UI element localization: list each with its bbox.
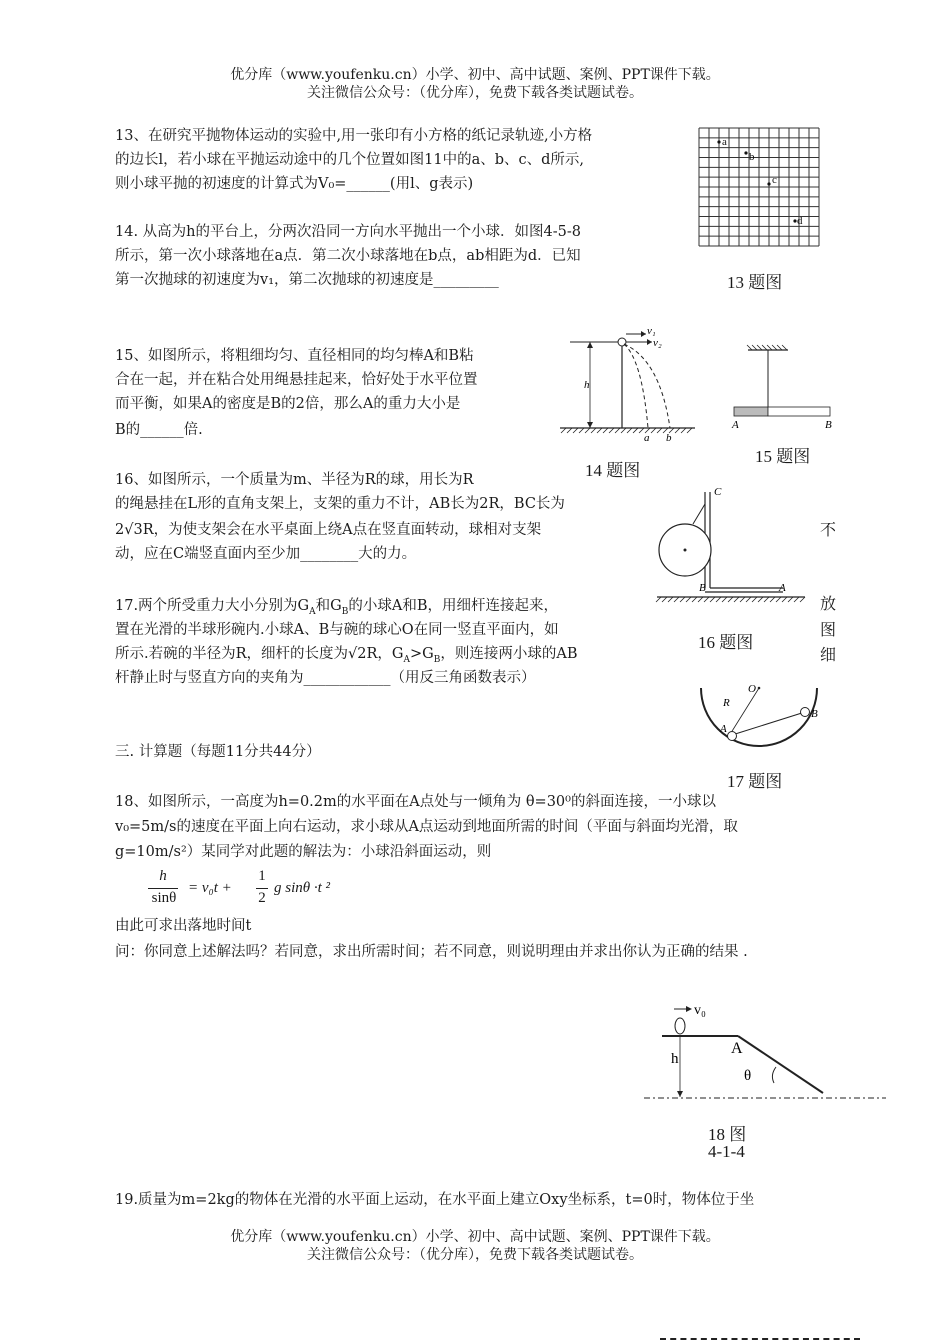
side-char-1: 不	[820, 520, 837, 539]
footer-line-1: 优分库（www.youfenku.cn）小学、初中、高中试题、案例、PPT课件下载。	[230, 1229, 720, 1245]
q14-label-h: h	[584, 379, 590, 391]
q15-figure	[726, 340, 836, 435]
q15-caption: 15 题图	[755, 447, 811, 466]
q13-point-c: c	[772, 174, 777, 186]
section-3-title: 三. 计算题（每题11分共44分）	[115, 744, 321, 760]
q14-figure	[560, 320, 700, 445]
q16-line-3-text: ，为使支架会在水平桌面上绕A点在竖直面转动，球相对支架	[153, 522, 542, 538]
q15-label-a: A	[732, 419, 739, 431]
q16-line-3	[115, 518, 541, 542]
q17-line-4: 杆静止时与竖直方向的夹角为____________（用反三角函数表示）	[115, 670, 536, 686]
q18-formula-num: h	[159, 868, 167, 884]
q17-line-3a: 所示.若碗的半径为R，细杆的长度为	[115, 646, 349, 662]
header-line-2: 关注微信公众号：（优分库），免费下载各类试题试卷。	[307, 85, 643, 101]
q13-point-a: a	[722, 136, 727, 148]
q19-line-1: 19.质量为m=2kg的物体在光滑的水平面上运动，在水平面上建立Oxy坐标系，t=0时，物体位于坐	[115, 1192, 755, 1208]
q18-caption-1: 18 图	[708, 1125, 747, 1144]
q17-label-a: A	[720, 723, 727, 735]
q18-line-4: 由此可求出落地时间t	[115, 918, 252, 934]
q17-label-b: B	[811, 708, 818, 720]
q14-caption: 14 题图	[585, 461, 641, 480]
q15-line-4: B的______倍.	[115, 422, 203, 438]
side-char-2: 放	[820, 594, 837, 613]
q16-line-2: 的绳悬挂在L形的直角支架上，支架的重力不计，AB长为2R，BC长为	[115, 496, 565, 512]
q18-line-2: v₀=5m/s的速度在平面上向右运动，求小球从A点运动到地面所需的时间（平面与斜面均光滑，取	[115, 819, 738, 835]
q16-label-a: A	[779, 582, 786, 594]
q18-formula-rest: g sinθ ·t ²	[274, 880, 331, 896]
q16-figure	[655, 484, 810, 604]
q16-label-b: B	[699, 582, 706, 594]
q17-math-root2r: √2R	[348, 646, 378, 662]
side-char-4: 细	[820, 645, 837, 664]
q17-caption: 17 题图	[727, 772, 783, 791]
q13-caption: 13 题图	[727, 273, 783, 292]
q18-formula-den: sinθ	[151, 890, 177, 906]
q18-caption-2: 4-1-4	[708, 1142, 745, 1161]
q13-line-3: 则小球平抛的初速度的计算式为V₀=______(用l、g表示)	[115, 176, 474, 192]
q13-point-d: d	[797, 215, 803, 227]
q14-label-v1: v₁	[647, 325, 656, 337]
q18-line-5: 问：你同意上述解法吗？若同意，求出所需时间；若不同意，则说明理由并求出你认为正确的结果 .	[115, 944, 748, 960]
q18-line-1: 18、如图所示，一高度为h=0.2m的水平面在A点处与一倾角为 θ=30⁰的斜面连接，一小球以	[115, 794, 716, 810]
q17-line-2: 置在光滑的半球形碗内.小球A、B与碗的球心O在同一竖直平面内，如	[115, 622, 559, 638]
q17-label-o: O	[748, 683, 756, 695]
q15-label-b: B	[825, 419, 832, 431]
q16-math-2root3r: 2√3R	[115, 522, 154, 538]
q18-label-v0: v₀	[694, 1003, 706, 1018]
q18-line-3: g=10m/s²）某同学对此题的解法为：小球沿斜面运动，则	[115, 844, 492, 860]
q16-label-c: C	[714, 486, 722, 498]
q17-line-3: 所示.若碗的半径为R，细杆的长度为√2R，$G_A>G_B$，则连接两小球的AB	[115, 646, 578, 665]
q14-label-a: a	[644, 432, 650, 444]
q18-label-theta: θ	[744, 1068, 752, 1084]
q13-line-2: 的边长l，若小球在平抛运动途中的几个位置如图11中的a、b、c、d所示,	[115, 152, 585, 168]
q16-caption: 16 题图	[698, 633, 754, 652]
q18-figure	[640, 995, 890, 1105]
q18-label-a: A	[731, 1040, 743, 1057]
q14-line-3: 第一次抛球的初速度为v₁，第二次抛球的初速度是_________	[115, 272, 499, 288]
q18-formula-half-den: 2	[258, 890, 266, 906]
footer-line-2: 关注微信公众号：（优分库），免费下载各类试题试卷。	[307, 1247, 643, 1263]
q18-label-h: h	[671, 1051, 679, 1067]
q15-line-1: 15、如图所示，将粗细均匀、直径相同的均匀棒A和B粘	[115, 348, 474, 364]
bottom-dashed-line	[660, 1338, 860, 1340]
q17-label-r: R	[723, 697, 730, 709]
q13-point-b: b	[749, 151, 755, 163]
q18-formula-eq: = v₀t +	[188, 880, 232, 896]
q16-line-1: 16、如图所示，一个质量为m、半径为R的球，用长为R	[115, 472, 474, 488]
q14-line-1: 14. 从高为h的平台上，分两次沿同一方向水平抛出一个小球．如图4-5-8	[115, 224, 581, 240]
side-char-3: 图	[820, 620, 837, 639]
q18-formula-half-num: 1	[258, 868, 266, 884]
q17-bowl-figure	[695, 680, 825, 755]
header-line-1: 优分库（www.youfenku.cn）小学、初中、高中试题、案例、PPT课件下载。	[230, 67, 720, 83]
q16-line-4: 动，应在C端竖直面内至少加________大的力。	[115, 546, 417, 562]
q14-label-b: b	[666, 432, 672, 444]
q14-line-2: 所示，第一次小球落地在a点．第二次小球落地在b点，ab相距为d．已知	[115, 248, 581, 264]
q13-grid-figure	[698, 127, 822, 249]
q17-line-1: 17.两个所受重力大小分别为$G_A$和$G_B$的小球A和B，用细杆连接起来，	[115, 598, 559, 617]
q13-line-1: 13、在研究平抛物体运动的实验中,用一张印有小方格的纸记录轨迹,小方格	[115, 128, 593, 144]
q15-line-3: 而平衡，如果A的密度是B的2倍，那么A的重力大小是	[115, 396, 461, 412]
q15-line-2: 合在一起，并在粘合处用绳悬挂起来，恰好处于水平位置	[115, 372, 478, 388]
q14-label-v2: v₂	[653, 337, 662, 349]
